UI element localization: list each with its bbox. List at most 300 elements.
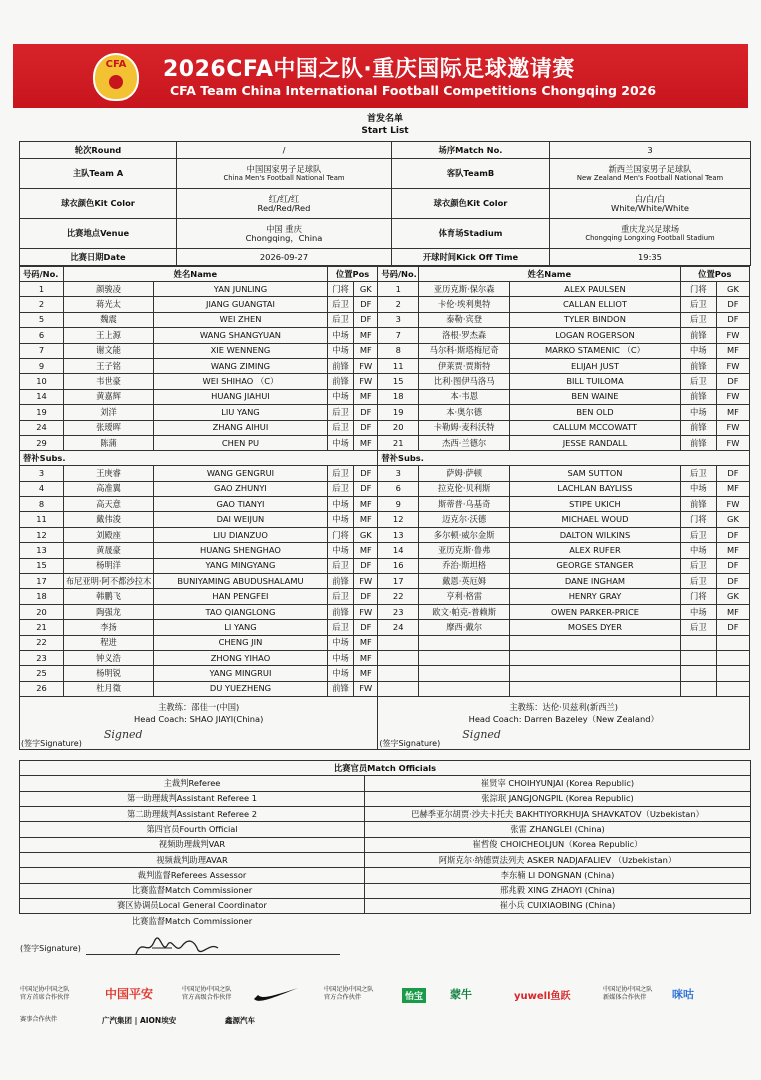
starter-row xyxy=(20,374,750,389)
official-name: 邢兆毅 XING ZHAOYI (China) xyxy=(365,883,751,898)
col-pos-header-a: 位置Pos xyxy=(327,267,378,282)
sub-row xyxy=(20,574,750,589)
starter-row xyxy=(20,358,750,373)
team-a-player-pos: FW xyxy=(354,604,378,619)
team-b-player-pos-cn: 前锋 xyxy=(680,358,716,373)
sub-row xyxy=(20,666,750,681)
official-row xyxy=(20,837,751,852)
team-a-player-name-cn: 韦世豪 xyxy=(63,374,153,389)
team-a-coach-en: Head Coach: SHAO JIAYI(China) xyxy=(134,714,264,725)
team-a-player-number: 14 xyxy=(20,389,64,404)
official-role: 主裁判Referee xyxy=(20,776,365,791)
team-b-player-name-en: JESSE RANDALL xyxy=(510,435,680,450)
team-a-player-pos: DF xyxy=(354,297,378,312)
team-b-player-name-cn: 多尔顿·威尔金斯 xyxy=(419,527,510,542)
team-a-player-pos-cn: 后卫 xyxy=(327,420,353,435)
team-b-empty-cell xyxy=(716,666,749,681)
starter-row xyxy=(20,343,750,358)
team-b-player-pos-cn: 后卫 xyxy=(680,574,716,589)
official-row xyxy=(20,883,751,898)
stadium-label: 体育场Stadium xyxy=(392,219,550,249)
officials-title: 比赛官员Match Officials xyxy=(20,761,751,776)
official-name: 崔哲俊 CHOICHEOLJUN（Korea Republic） xyxy=(365,837,751,852)
team-a-player-name-en: LIU DIANZUO xyxy=(154,527,328,542)
team-a-player-number: 15 xyxy=(20,558,64,573)
team-b-player-name-en: SAM SUTTON xyxy=(510,466,680,481)
team-a-player-number: 24 xyxy=(20,420,64,435)
team-b-player-number: 20 xyxy=(378,420,419,435)
team-b-empty-cell xyxy=(419,666,510,681)
official-name: 崔贤宰 CHOIHYUNJAI (Korea Republic) xyxy=(365,776,751,791)
team-a-player-name-cn: 颜骏凌 xyxy=(63,282,153,297)
team-a-player-name-en: DAI WEIJUN xyxy=(154,512,328,527)
team-a-player-name-en: WANG SHANGYUAN xyxy=(154,328,328,343)
team-a-player-pos-cn: 后卫 xyxy=(327,405,353,420)
team-a-player-number: 2 xyxy=(20,297,64,312)
team-a-subs-label: 替补Subs. xyxy=(20,451,378,466)
match-label: 场序Match No. xyxy=(392,142,550,159)
team-a-player-name-cn: 陈蒲 xyxy=(63,435,153,450)
team-b-player-pos: DF xyxy=(716,312,749,327)
team-b-player-pos: DF xyxy=(716,374,749,389)
team-a-player-name-cn: 黄晟豪 xyxy=(63,543,153,558)
team-b-player-pos-cn: 中场 xyxy=(680,405,716,420)
team-b-empty-cell xyxy=(680,681,716,696)
team-b-player-number: 16 xyxy=(378,558,419,573)
col-number-header-a: 号码/No. xyxy=(20,267,64,282)
official-role: 裁判监督Referees Assessor xyxy=(20,868,365,883)
team-a-player-name-cn: 戴伟浚 xyxy=(63,512,153,527)
team-a-player-name-cn: 蒋光太 xyxy=(63,297,153,312)
team-b-player-pos-cn: 后卫 xyxy=(680,312,716,327)
team-b-player-pos-cn: 门将 xyxy=(680,282,716,297)
team-a-player-name-en: YANG MINGRUI xyxy=(154,666,328,681)
sub-row xyxy=(20,650,750,665)
team-b-empty-cell xyxy=(419,681,510,696)
team-a-player-name-cn: 陶强龙 xyxy=(63,604,153,619)
kickoff-value: 19:35 xyxy=(550,249,751,266)
team-a-player-pos: GK xyxy=(354,282,378,297)
team-a-player-pos-cn: 中场 xyxy=(327,635,353,650)
team-a-label: 主队Team A xyxy=(20,159,177,189)
starter-row xyxy=(20,297,750,312)
sponsor-partner3-caption: 中国足协中国之队 官方合作伙伴 xyxy=(324,986,374,1001)
official-name: 张雷 ZHANGLEI (China) xyxy=(365,822,751,837)
team-a-player-pos-cn: 中场 xyxy=(327,497,353,512)
team-b-player-pos: DF xyxy=(716,297,749,312)
team-b-player-pos: DF xyxy=(716,527,749,542)
coach-row xyxy=(20,697,750,730)
team-b-value xyxy=(550,159,751,189)
sponsor-partner1-caption: 中国足协中国之队 官方首席合作伙伴 xyxy=(20,986,70,1001)
sub-row xyxy=(20,527,750,542)
team-b-player-pos: GK xyxy=(716,282,749,297)
team-b-empty-cell xyxy=(419,650,510,665)
starter-row xyxy=(20,389,750,404)
sub-row xyxy=(20,589,750,604)
team-b-player-name-cn: 卡伦·埃利奥特 xyxy=(419,297,510,312)
team-a-player-number: 5 xyxy=(20,312,64,327)
team-a-player-number: 10 xyxy=(20,374,64,389)
team-b-player-name-en: TYLER BINDON xyxy=(510,312,680,327)
team-b-player-pos-cn: 前锋 xyxy=(680,328,716,343)
team-b-player-name-en: MICHAEL WOUD xyxy=(510,512,680,527)
team-a-player-name-en: DU YUEZHENG xyxy=(154,681,328,696)
team-b-player-name-cn: 欧文·帕克-普赖斯 xyxy=(419,604,510,619)
starter-row xyxy=(20,405,750,420)
team-a-player-name-en: TAO QIANGLONG xyxy=(154,604,328,619)
team-b-empty-cell xyxy=(680,635,716,650)
official-role: 第四官员Fourth Official xyxy=(20,822,365,837)
starter-row xyxy=(20,420,750,435)
team-b-player-pos-cn: 后卫 xyxy=(680,558,716,573)
team-b-player-name-cn: 戴恩·英厄姆 xyxy=(419,574,510,589)
team-a-coach-cn: 主教练：邵佳一(中国) xyxy=(158,702,240,713)
team-b-player-pos: FW xyxy=(716,358,749,373)
sub-row xyxy=(20,604,750,619)
team-a-signature xyxy=(20,730,378,750)
team-b-player-pos: FW xyxy=(716,328,749,343)
round-label: 轮次Round xyxy=(20,142,177,159)
team-a-cn: 中国国家男子足球队 xyxy=(246,163,322,174)
team-a-player-number: 19 xyxy=(20,405,64,420)
starter-row xyxy=(20,435,750,450)
kit-b-en: White/White/White xyxy=(611,202,689,213)
team-b-player-number: 22 xyxy=(378,589,419,604)
team-a-player-pos: FW xyxy=(354,681,378,696)
team-b-player-number: 7 xyxy=(378,328,419,343)
team-b-player-pos: FW xyxy=(716,435,749,450)
team-a-player-pos: GK xyxy=(354,527,378,542)
team-a-coach xyxy=(20,697,378,730)
team-a-player-pos-cn: 后卫 xyxy=(327,297,353,312)
team-a-player-name-en: LIU YANG xyxy=(154,405,328,420)
team-b-player-number: 3 xyxy=(378,466,419,481)
team-b-empty-cell xyxy=(510,681,680,696)
team-a-player-number: 9 xyxy=(20,358,64,373)
round-value: / xyxy=(177,142,392,159)
official-role: 第二助理裁判Assistant Referee 2 xyxy=(20,807,365,822)
starter-row xyxy=(20,282,750,297)
team-b-player-pos: MF xyxy=(716,481,749,496)
team-a-player-name-en: WEI ZHEN xyxy=(154,312,328,327)
team-a-player-name-en: WANG ZIMING xyxy=(154,358,328,373)
sheet-title-en: Start List xyxy=(361,126,409,136)
team-b-player-pos-cn: 后卫 xyxy=(680,527,716,542)
team-b-player-number: 19 xyxy=(378,405,419,420)
team-b-player-name-en: GEORGE STANGER xyxy=(510,558,680,573)
team-a-player-name-en: GAO ZHUNYI xyxy=(154,481,328,496)
team-a-player-pos-cn: 中场 xyxy=(327,650,353,665)
team-a-player-number: 22 xyxy=(20,635,64,650)
commissioner-label: 比赛监督Match Commissioner xyxy=(20,914,365,930)
team-a-player-name-cn: 谢文能 xyxy=(63,343,153,358)
team-b-player-name-cn: 亚历克斯·鲁弗 xyxy=(419,543,510,558)
team-b-empty-cell xyxy=(716,650,749,665)
stadium-en: Chongqing Longxing Football Stadium xyxy=(585,233,715,242)
team-a-player-name-cn: 韩鹏飞 xyxy=(63,589,153,604)
team-b-player-number: 9 xyxy=(378,497,419,512)
team-a-player-pos-cn: 前锋 xyxy=(327,374,353,389)
commissioner-signature xyxy=(20,936,340,962)
team-a-player-name-en: GAO TIANYI xyxy=(154,497,328,512)
team-b-player-pos: DF xyxy=(716,574,749,589)
team-a-player-pos-cn: 中场 xyxy=(327,512,353,527)
team-b-player-number: 12 xyxy=(378,512,419,527)
team-a-player-pos-cn: 门将 xyxy=(327,527,353,542)
official-row xyxy=(20,776,751,791)
header-banner xyxy=(13,44,748,108)
team-b-player-name-en: ELIJAH JUST xyxy=(510,358,680,373)
team-a-player-number: 21 xyxy=(20,620,64,635)
team-a-player-name-cn: 刘殿座 xyxy=(63,527,153,542)
stadium-value xyxy=(550,219,751,249)
team-b-empty-cell xyxy=(378,650,419,665)
team-b-coach xyxy=(378,697,750,730)
team-b-player-name-en: CALLAN ELLIOT xyxy=(510,297,680,312)
team-b-empty-cell xyxy=(680,650,716,665)
team-b-player-pos-cn: 门将 xyxy=(680,589,716,604)
kit-a-cn: 红/红/红 xyxy=(268,193,300,204)
team-a-player-number: 26 xyxy=(20,681,64,696)
team-a-player-number: 11 xyxy=(20,512,64,527)
team-b-player-name-cn: 迈克尔·沃德 xyxy=(419,512,510,527)
team-b-player-name-cn: 拉克伦·贝利斯 xyxy=(419,481,510,496)
team-a-player-name-cn: 高准翼 xyxy=(63,481,153,496)
team-a-player-name-en: YANG MINGYANG xyxy=(154,558,328,573)
team-a-player-pos: MF xyxy=(354,650,378,665)
team-a-player-name-cn: 杜月徵 xyxy=(63,681,153,696)
team-b-player-pos-cn: 前锋 xyxy=(680,497,716,512)
team-b-player-name-en: ALEX RUFER xyxy=(510,543,680,558)
team-b-player-name-en: HENRY GRAY xyxy=(510,589,680,604)
team-a-player-number: 12 xyxy=(20,527,64,542)
team-b-empty-cell xyxy=(378,635,419,650)
team-b-empty-cell xyxy=(680,666,716,681)
sub-row xyxy=(20,481,750,496)
team-a-player-number: 3 xyxy=(20,466,64,481)
official-role: 视频裁判助理AVAR xyxy=(20,852,365,867)
kit-a-value xyxy=(177,189,392,219)
team-b-player-name-en: OWEN PARKER-PRICE xyxy=(510,604,680,619)
team-b-player-number: 8 xyxy=(378,343,419,358)
team-a-player-pos: MF xyxy=(354,328,378,343)
commissioner-signature-label: (签字Signature) xyxy=(20,944,81,953)
subs-header-row xyxy=(20,451,750,466)
officials-table xyxy=(19,760,751,929)
cbest-logo: 怡宝 xyxy=(402,988,426,1003)
sheet-title-cn: 首发名单 xyxy=(366,114,403,124)
team-a-player-pos: FW xyxy=(354,574,378,589)
team-b-empty-cell xyxy=(716,635,749,650)
team-a-player-number: 4 xyxy=(20,481,64,496)
team-b-player-name-en: STIPE UKICH xyxy=(510,497,680,512)
team-a-player-number: 1 xyxy=(20,282,64,297)
team-a-player-pos-cn: 门将 xyxy=(327,282,353,297)
team-b-player-pos-cn: 后卫 xyxy=(680,297,716,312)
team-b-player-number: 24 xyxy=(378,620,419,635)
official-role: 视频助理裁判VAR xyxy=(20,837,365,852)
starter-row xyxy=(20,328,750,343)
team-a-player-name-en: ZHANG AIHUI xyxy=(154,420,328,435)
team-a-player-number: 25 xyxy=(20,666,64,681)
team-b-player-pos: DF xyxy=(716,558,749,573)
logo-emblem-icon xyxy=(107,73,125,91)
sub-row xyxy=(20,512,750,527)
sub-row xyxy=(20,681,750,696)
team-b-coach-en: Head Coach: Darren Bazeley（New Zealand） xyxy=(468,714,659,725)
team-b-player-pos-cn: 中场 xyxy=(680,481,716,496)
team-a-player-name-en: HUANG SHENGHAO xyxy=(154,543,328,558)
team-a-player-number: 13 xyxy=(20,543,64,558)
commissioner-blank xyxy=(365,914,751,930)
team-a-player-name-en: HUANG JIAHUI xyxy=(154,389,328,404)
team-a-signature-scribble: Signed xyxy=(103,729,143,742)
team-a-player-number: 18 xyxy=(20,589,64,604)
team-a-player-name-cn: 杨明洋 xyxy=(63,558,153,573)
team-b-empty-cell xyxy=(510,635,680,650)
team-b-player-name-en: DANE INGHAM xyxy=(510,574,680,589)
team-b-player-number: 13 xyxy=(378,527,419,542)
team-a-player-number: 23 xyxy=(20,650,64,665)
team-a-player-name-cn: 高天意 xyxy=(63,497,153,512)
pingan-logo: 中国平安 xyxy=(105,987,154,1001)
team-b-player-number: 11 xyxy=(378,358,419,373)
venue-en: Chongqing，China xyxy=(245,232,323,243)
team-b-signature xyxy=(378,730,750,750)
team-b-player-number: 6 xyxy=(378,481,419,496)
kit-b-label: 球衣颜色Kit Color xyxy=(392,189,550,219)
team-b-empty-cell xyxy=(378,681,419,696)
team-b-player-pos: GK xyxy=(716,589,749,604)
team-b-player-pos-cn: 中场 xyxy=(680,543,716,558)
sponsors-footer xyxy=(20,980,745,1060)
team-a-player-number: 20 xyxy=(20,604,64,619)
team-a-player-number: 29 xyxy=(20,435,64,450)
team-a-player-pos-cn: 前锋 xyxy=(327,681,353,696)
team-b-player-name-cn: 斯蒂普·乌基奇 xyxy=(419,497,510,512)
team-b-player-pos: DF xyxy=(716,466,749,481)
cfa-logo xyxy=(93,53,139,101)
official-role: 第一助理裁判Assistant Referee 1 xyxy=(20,791,365,806)
team-a-player-pos-cn: 后卫 xyxy=(327,620,353,635)
team-b-player-pos: FW xyxy=(716,420,749,435)
team-a-player-name-cn: 黄嘉辉 xyxy=(63,389,153,404)
team-a-player-pos: MF xyxy=(354,435,378,450)
team-b-player-pos: MF xyxy=(716,405,749,420)
sub-row xyxy=(20,497,750,512)
team-a-player-name-cn: 王庚睿 xyxy=(63,466,153,481)
team-b-player-number: 1 xyxy=(378,282,419,297)
team-a-value xyxy=(177,159,392,189)
team-b-player-name-en: CALLUM MCCOWATT xyxy=(510,420,680,435)
team-a-player-pos: DF xyxy=(354,481,378,496)
team-b-player-pos-cn: 后卫 xyxy=(680,466,716,481)
team-b-player-pos-cn: 后卫 xyxy=(680,620,716,635)
venue-value xyxy=(177,219,392,249)
banner-subtitle: CFA Team China International Football Competitions Chongqing 2026 xyxy=(170,83,657,98)
team-a-player-name-cn: 张瑷晖 xyxy=(63,420,153,435)
team-a-player-pos: DF xyxy=(354,620,378,635)
team-b-player-name-cn: 伊莱贾·贾斯特 xyxy=(419,358,510,373)
official-row xyxy=(20,822,751,837)
team-b-player-pos-cn: 后卫 xyxy=(680,374,716,389)
team-b-player-pos-cn: 前锋 xyxy=(680,389,716,404)
team-a-player-pos-cn: 后卫 xyxy=(327,312,353,327)
team-b-player-number: 23 xyxy=(378,604,419,619)
team-b-player-name-en: MOSES DYER xyxy=(510,620,680,635)
team-a-player-name-cn: 魏震 xyxy=(63,312,153,327)
col-name-header-b: 姓名Name xyxy=(419,267,681,282)
team-a-player-pos-cn: 后卫 xyxy=(327,558,353,573)
team-a-player-pos: MF xyxy=(354,497,378,512)
team-b-player-name-cn: 亨利·格雷 xyxy=(419,589,510,604)
team-a-player-pos-cn: 中场 xyxy=(327,343,353,358)
team-a-player-pos-cn: 后卫 xyxy=(327,466,353,481)
team-a-en: China Men's Football National Team xyxy=(223,173,345,182)
kickoff-label: 开球时间Kick Off Time xyxy=(392,249,550,266)
team-b-player-pos: GK xyxy=(716,512,749,527)
team-a-player-name-cn: 王上源 xyxy=(63,328,153,343)
col-pos-header-b: 位置Pos xyxy=(680,267,749,282)
team-b-player-name-cn: 卡勒姆·麦科沃特 xyxy=(419,420,510,435)
official-name: 巴赫季亚尔胡贾·沙夫卡托夫 BAKHTIYORKHUJA SHAVKATOV（Uzbekistan） xyxy=(365,807,751,822)
team-a-player-pos-cn: 后卫 xyxy=(327,589,353,604)
team-a-player-name-cn: 杨明锐 xyxy=(63,666,153,681)
kit-a-en: Red/Red/Red xyxy=(257,202,311,213)
team-a-player-pos-cn: 后卫 xyxy=(327,481,353,496)
team-b-player-name-en: BILL TUILOMA xyxy=(510,374,680,389)
team-b-player-name-en: BEN OLD xyxy=(510,405,680,420)
officials-body xyxy=(20,776,751,914)
team-b-empty-cell xyxy=(716,681,749,696)
team-b-player-name-en: LOGAN ROGERSON xyxy=(510,328,680,343)
team-a-player-pos-cn: 前锋 xyxy=(327,358,353,373)
team-b-signature-scribble: Signed xyxy=(462,729,501,742)
team-b-empty-cell xyxy=(378,666,419,681)
team-b-signature-label: (签字Signature) xyxy=(379,739,441,749)
team-a-player-name-en: BUNIYAMING ABUDUSHALAMU xyxy=(154,574,328,589)
team-a-player-pos: MF xyxy=(354,635,378,650)
team-a-player-number: 17 xyxy=(20,574,64,589)
team-a-player-number: 8 xyxy=(20,497,64,512)
team-b-player-name-cn: 萨姆·萨顿 xyxy=(419,466,510,481)
match-value: 3 xyxy=(550,142,751,159)
players-table xyxy=(19,266,750,750)
team-b-player-name-cn: 杰西·兰德尔 xyxy=(419,435,510,450)
team-a-player-pos: MF xyxy=(354,543,378,558)
official-name: 阿斯克尔·纳德贾法列夫 ASKER NADJAFALIEV （Uzbekistan） xyxy=(365,852,751,867)
team-a-player-pos-cn: 中场 xyxy=(327,389,353,404)
team-a-player-pos-cn: 中场 xyxy=(327,666,353,681)
official-name: 李东楠 LI DONGNAN (China) xyxy=(365,868,751,883)
team-b-player-name-en: BEN WAINE xyxy=(510,389,680,404)
signature-row xyxy=(20,730,750,750)
team-b-player-name-cn: 洛根·罗杰森 xyxy=(419,328,510,343)
team-b-player-pos-cn: 中场 xyxy=(680,604,716,619)
official-row xyxy=(20,868,751,883)
mengniu-logo: 蒙牛 xyxy=(450,988,472,1001)
official-role: 赛区协调员Local General Coordinator xyxy=(20,898,365,913)
banner-title: 2026CFA中国之队·重庆国际足球邀请赛 xyxy=(163,57,575,82)
team-a-player-name-en: WANG GENGRUI xyxy=(154,466,328,481)
team-a-player-name-en: ZHONG YIHAO xyxy=(154,650,328,665)
team-b-player-pos: FW xyxy=(716,497,749,512)
team-b-player-name-cn: 本·奥尔德 xyxy=(419,405,510,420)
team-b-player-name-cn: 乔治·斯坦格 xyxy=(419,558,510,573)
gac-aion-logo: 广汽集团 | AION埃安 xyxy=(102,1016,177,1025)
sub-row xyxy=(20,466,750,481)
